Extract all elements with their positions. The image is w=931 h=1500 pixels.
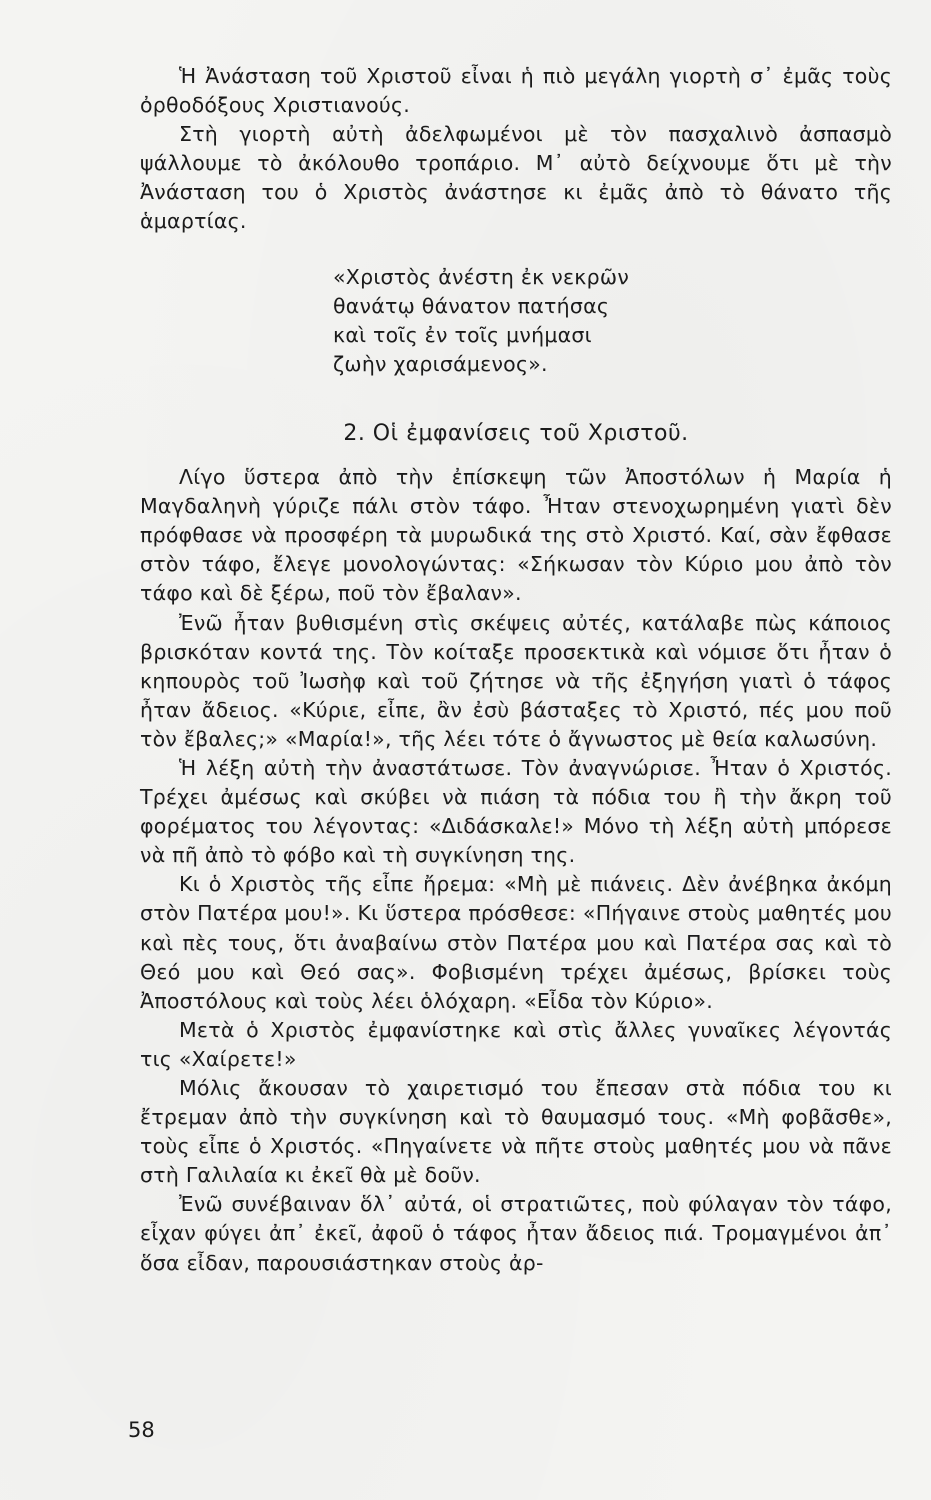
section-paragraph-2: Ἐνῶ ἦταν βυθισμένη στὶς σκέψεις αὐτές, κατάλαβε πὼς κάποιος βρισκόταν κοντά της. Τὸν κοίταξε προσεκτικὰ καὶ νόμισε ὅτι ἦταν ὁ κηπουρὸς τοῦ Ἰωσὴφ καὶ τοῦ ζήτησε νὰ τῆς ἐξηγήση γιατὶ ὁ τάφος ἦταν ἄδειος. «Κύριε, εἶπε, ἂν ἐσὺ βάσταξες τὸ Χριστό, πές μου ποῦ τὸν ἔβαλες;» «Μαρία!», τῆς λέει τότε ὁ ἄγνωστος μὲ θεία καλωσύνη. <box>140 610 892 751</box>
easter-hymn <box>333 263 892 379</box>
hymn-line: «Χριστὸς ἀνέστη ἐκ νεκρῶν <box>333 264 630 289</box>
hymn-line: ζωὴν χαρισάμενος». <box>333 351 548 376</box>
section-paragraph-3: Ἡ λέξη αὐτὴ τὴν ἀναστάτωσε. Τὸν ἀναγνώρισε. Ἦταν ὁ Χριστός. Τρέχει ἀμέσως καὶ σκύβει νὰ πιάση τὰ πόδια του ἢ τὴν ἄκρη τοῦ φορέματος του λέγοντας: «Διδάσκαλε!» Μόνο τὴ λέξη αὐτὴ μπόρεσε νὰ πῆ ἀπὸ τὸ φόβο καὶ τὴ συγκίνηση της. <box>140 755 892 868</box>
section-paragraph-6: Μόλις ἄκουσαν τὸ χαιρετισμό του ἔπεσαν στὰ πόδια του κι ἔτρεμαν ἀπὸ τὴν συγκίνηση καὶ τὸ θαυμασμό τους. «Μὴ φοβᾶσθε», τοὺς εἶπε ὁ Χριστός. «Πηγαίνετε νὰ πῆτε στοὺς μαθητές μου νὰ πᾶνε στὴ Γαλιλαία κι ἐκεῖ θὰ μὲ δοῦν. <box>140 1076 892 1188</box>
section-paragraph-5: Μετὰ ὁ Χριστὸς ἐμφανίστηκε καὶ στὶς ἄλλες γυναῖκες λέγοντάς τις «Χαίρετε!» <box>140 1017 892 1071</box>
section-paragraph-4: Κι ὁ Χριστὸς τῆς εἶπε ἤρεμα: «Μὴ μὲ πιάνεις. Δὲν ἀνέβηκα ἀκόμη στὸν Πατέρα μου!». Κι ὕστερα πρόσθεσε: «Πήγαινε στοὺς μαθητές μου καὶ πὲς τους, ὅτι ἀναβαίνω στὸν Πατέρα μου καὶ Πατέρα σας καὶ τὸ Θεό μου καὶ Θεό σας». Φοβισμένη τρέχει ἀμέσως, βρίσκει τοὺς Ἀποστόλους καὶ τοὺς λέει ὁλόχαρη. «Εἶδα τὸν Κύριο». <box>140 872 892 1013</box>
intro-paragraph-1: Ἡ Ἀνάσταση τοῦ Χριστοῦ εἶναι ἡ πιὸ μεγάλη γιορτὴ σ᾽ ἐμᾶς τοὺς ὀρθοδόξους Χριστιανούς. <box>140 64 892 118</box>
page-text <box>140 62 892 1278</box>
section-paragraph-1: Λίγο ὕστερα ἀπὸ τὴν ἐπίσκεψη τῶν Ἀποστόλων ἡ Μαρία ἡ Μαγδαληνὴ γύριζε πάλι στὸν τάφο. Ἦταν στενοχωρημένη γιατὶ δὲν πρόφθασε νὰ προσφέρη τὰ μυρωδικά της στὸ Χριστό. Καί, σὰν ἔφθασε στὸν τάφο, ἔλεγε μονολογώντας: «Σήκωσαν τὸν Κύριο μου ἀπὸ τὸν τάφο καὶ δὲ ξέρω, ποῦ τὸν ἔβαλαν». <box>140 465 892 606</box>
intro-paragraph-2: Στὴ γιορτὴ αὐτὴ ἀδελφωμένοι μὲ τὸν πασχαλινὸ ἀσπασμὸ ψάλλουμε τὸ ἀκόλουθο τροπάριο. Μ᾽ αὐτὸ δείχνουμε ὅτι μὲ τὴν Ἀνάσταση του ὁ Χριστὸς ἀνάστησε κι ἐμᾶς ἀπὸ τὸ θάνατο τῆς ἁμαρτίας. <box>140 122 892 234</box>
hymn-line: θανάτῳ θάνατον πατήσας <box>333 293 610 318</box>
hymn-line: καὶ τοῖς ἐν τοῖς μνήμασι <box>333 322 592 347</box>
section-heading: 2. Οἱ ἐμφανίσεις τοῦ Χριστοῦ. <box>343 420 689 446</box>
section-paragraph-7: Ἐνῶ συνέβαιναν ὅλ᾽ αὐτά, οἱ στρατιῶτες, ποὺ φύλαγαν τὸν τάφο, εἶχαν φύγει ἀπ᾽ ἐκεῖ, ἀφοῦ ὁ τάφος ἦταν ἄδειος πιά. Τρομαγμένοι ἀπ᾽ ὅσα εἶδαν, παρουσιάστηκαν στοὺς ἀρ- <box>140 1192 892 1275</box>
page-number: 58 <box>128 1418 155 1442</box>
